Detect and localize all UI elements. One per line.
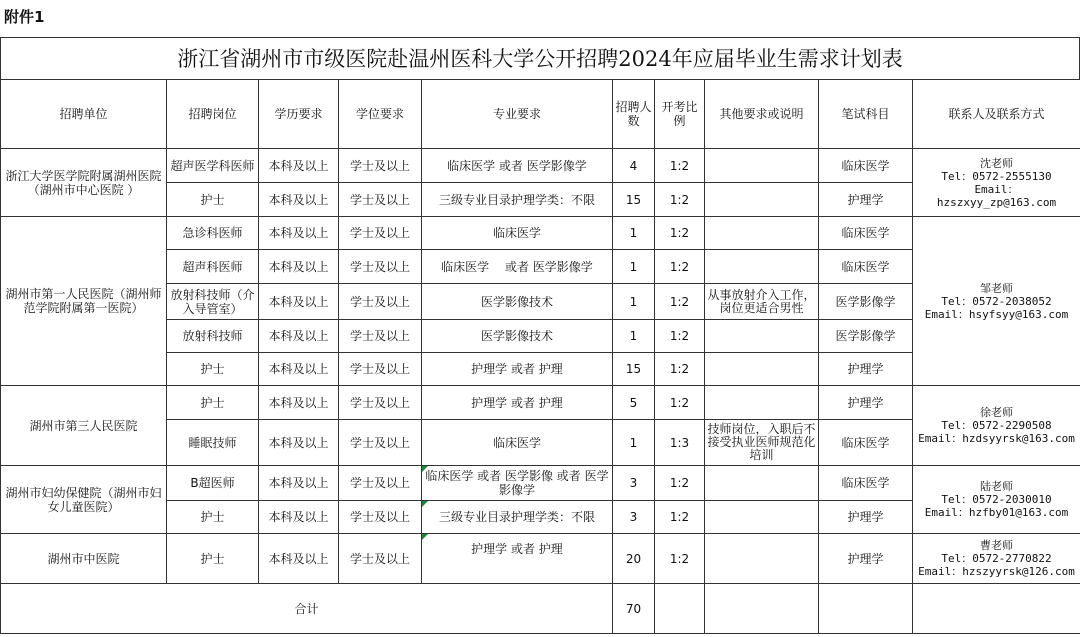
- contact-email: hzszxyy_zp@163.com: [936, 195, 1057, 209]
- position-cell: 护士: [167, 353, 259, 386]
- contact-cell: [913, 386, 1080, 466]
- empty-cell: [819, 584, 913, 634]
- major-cell: 临床医学: [422, 420, 613, 466]
- empty-cell: [655, 584, 705, 634]
- other-cell: [705, 353, 819, 386]
- other-cell: [705, 250, 819, 284]
- major-cell: 护理学 或者 护理: [422, 386, 613, 420]
- other-cell: [705, 183, 819, 217]
- degree-cell: 学士及以上: [339, 183, 422, 217]
- position-cell: 放射科技师: [167, 320, 259, 353]
- exam-cell: 护理学: [819, 534, 913, 584]
- ratio-cell: 1:2: [655, 534, 705, 584]
- count-cell: 1: [613, 217, 655, 250]
- header-contact: 联系人及联系方式: [913, 80, 1080, 149]
- contact-tel: Tel：0572-2290508: [941, 419, 1052, 432]
- contact-email: Email：hsyfsyy@163.com: [924, 307, 1069, 321]
- contact-cell: [913, 466, 1080, 534]
- degree-cell: 学士及以上: [339, 420, 422, 466]
- education-cell: 本科及以上: [259, 534, 339, 584]
- page-title: 浙江省湖州市市级医院赴温州医科大学公开招聘2024年应届毕业生需求计划表: [0, 37, 1080, 79]
- exam-cell: 护理学: [819, 353, 913, 386]
- table-row: [1, 217, 1080, 250]
- recruitment-table: [0, 79, 1080, 634]
- count-cell: 15: [613, 353, 655, 386]
- position-cell: 护士: [167, 534, 259, 584]
- education-cell: 本科及以上: [259, 386, 339, 420]
- table-row: [1, 466, 1080, 501]
- count-cell: 4: [613, 149, 655, 183]
- count-cell: 1: [613, 320, 655, 353]
- other-cell: 从事放射介入工作，岗位更适合男性: [705, 284, 819, 320]
- major-cell: 护理学 或者 护理: [422, 353, 613, 386]
- empty-cell: [913, 584, 1080, 634]
- ratio-cell: 1:2: [655, 466, 705, 501]
- contact-cell: [913, 149, 1080, 217]
- degree-cell: 学士及以上: [339, 320, 422, 353]
- exam-cell: 护理学: [819, 501, 913, 534]
- contact-person: 沈老师: [980, 156, 1013, 170]
- position-cell: 护士: [167, 183, 259, 217]
- total-row: [1, 584, 1080, 634]
- major-cell: 临床医学 或者 医学影像学: [422, 149, 613, 183]
- exam-cell: 临床医学: [819, 420, 913, 466]
- major-cell: 临床医学 或者 医学影像学: [422, 250, 613, 284]
- education-cell: 本科及以上: [259, 250, 339, 284]
- exam-cell: 护理学: [819, 386, 913, 420]
- header-count: 招聘人数: [613, 80, 655, 149]
- ratio-cell: 1:2: [655, 320, 705, 353]
- header-other: 其他要求或说明: [705, 80, 819, 149]
- position-cell: 护士: [167, 501, 259, 534]
- education-cell: 本科及以上: [259, 149, 339, 183]
- degree-cell: 学士及以上: [339, 353, 422, 386]
- count-cell: 15: [613, 183, 655, 217]
- count-cell: 1: [613, 284, 655, 320]
- other-cell: [705, 149, 819, 183]
- major-cell: 三级专业目录护理学类：不限: [422, 501, 613, 534]
- header-position: 招聘岗位: [167, 80, 259, 149]
- header-unit: 招聘单位: [1, 80, 167, 149]
- degree-cell: 学士及以上: [339, 217, 422, 250]
- major-cell: 临床医学: [422, 217, 613, 250]
- header-ratio: 开考比例: [655, 80, 705, 149]
- other-cell: [705, 534, 819, 584]
- degree-cell: 学士及以上: [339, 284, 422, 320]
- education-cell: 本科及以上: [259, 466, 339, 501]
- exam-cell: 临床医学: [819, 217, 913, 250]
- ratio-cell: 1:2: [655, 183, 705, 217]
- unit-name: 湖州市中医院: [1, 534, 167, 584]
- header-degree: 学位要求: [339, 80, 422, 149]
- exam-cell: 医学影像学: [819, 320, 913, 353]
- other-cell: 技师岗位，入职后不接受执业医师规范化培训: [705, 420, 819, 466]
- other-cell: [705, 320, 819, 353]
- ratio-cell: 1:2: [655, 250, 705, 284]
- count-cell: 1: [613, 420, 655, 466]
- contact-email-label: Email：: [974, 182, 1019, 196]
- education-cell: 本科及以上: [259, 183, 339, 217]
- ratio-cell: 1:2: [655, 501, 705, 534]
- contact-cell: [913, 534, 1080, 584]
- empty-cell: [705, 584, 819, 634]
- header-major: 专业要求: [422, 80, 613, 149]
- education-cell: 本科及以上: [259, 320, 339, 353]
- total-label: 合计: [1, 584, 613, 634]
- count-cell: 3: [613, 501, 655, 534]
- count-cell: 20: [613, 534, 655, 584]
- degree-cell: 学士及以上: [339, 149, 422, 183]
- contact-email: Email：hzszyyrsk@126.com: [918, 565, 1075, 578]
- major-cell: 临床医学 或者 医学影像 或者 医学影像学: [422, 466, 613, 501]
- exam-cell: 临床医学: [819, 149, 913, 183]
- major-cell: 护理学 或者 护理: [422, 534, 613, 584]
- other-cell: [705, 386, 819, 420]
- education-cell: 本科及以上: [259, 217, 339, 250]
- unit-name: 浙江大学医学院附属湖州医院（湖州市中心医院 ）: [1, 149, 167, 217]
- contact-tel: Tel：0572-2555130: [941, 169, 1052, 183]
- table-row: [1, 386, 1080, 420]
- position-cell: 超声医学科医师: [167, 149, 259, 183]
- exam-cell: 医学影像学: [819, 284, 913, 320]
- other-cell: [705, 217, 819, 250]
- unit-name: 湖州市第三人民医院: [1, 386, 167, 466]
- count-cell: 5: [613, 386, 655, 420]
- degree-cell: 学士及以上: [339, 534, 422, 584]
- contact-tel: Tel：0572-2038052: [941, 294, 1052, 308]
- exam-cell: 临床医学: [819, 466, 913, 501]
- count-cell: 3: [613, 466, 655, 501]
- ratio-cell: 1:2: [655, 149, 705, 183]
- contact-tel: Tel：0572-2770822: [941, 552, 1052, 565]
- contact-email: Email：hzfby01@163.com: [924, 506, 1069, 519]
- education-cell: 本科及以上: [259, 284, 339, 320]
- ratio-cell: 1:2: [655, 353, 705, 386]
- contact-person: 邹老师: [980, 281, 1013, 295]
- position-cell: 急诊科医师: [167, 217, 259, 250]
- unit-name: 湖州市妇幼保健院（湖州市妇女儿童医院）: [1, 466, 167, 534]
- position-cell: 放射科技师（介入导管室）: [167, 284, 259, 320]
- count-cell: 1: [613, 250, 655, 284]
- position-cell: 睡眠技师: [167, 420, 259, 466]
- education-cell: 本科及以上: [259, 501, 339, 534]
- attachment-label: 附件1: [4, 8, 45, 26]
- position-cell: 护士: [167, 386, 259, 420]
- degree-cell: 学士及以上: [339, 466, 422, 501]
- degree-cell: 学士及以上: [339, 501, 422, 534]
- table-row: [1, 149, 1080, 183]
- major-cell: 医学影像技术: [422, 320, 613, 353]
- contact-email: Email：hzdsyyrsk@163.com: [918, 432, 1075, 445]
- table-row: [1, 534, 1080, 584]
- ratio-cell: 1:2: [655, 284, 705, 320]
- position-cell: 超声科医师: [167, 250, 259, 284]
- ratio-cell: 1:2: [655, 217, 705, 250]
- education-cell: 本科及以上: [259, 420, 339, 466]
- other-cell: [705, 501, 819, 534]
- contact-person: 陆老师: [980, 480, 1013, 493]
- other-cell: [705, 466, 819, 501]
- ratio-cell: 1:2: [655, 386, 705, 420]
- major-cell: 医学影像技术: [422, 284, 613, 320]
- total-count: 70: [613, 584, 655, 634]
- contact-person: 徐老师: [980, 406, 1013, 419]
- exam-cell: 临床医学: [819, 250, 913, 284]
- position-cell: B超医师: [167, 466, 259, 501]
- header-exam: 笔试科目: [819, 80, 913, 149]
- header-education: 学历要求: [259, 80, 339, 149]
- education-cell: 本科及以上: [259, 353, 339, 386]
- ratio-cell: 1:3: [655, 420, 705, 466]
- contact-cell: [913, 217, 1080, 386]
- degree-cell: 学士及以上: [339, 386, 422, 420]
- header-row: [1, 80, 1080, 149]
- contact-person: 曹老师: [980, 539, 1013, 552]
- contact-tel: Tel：0572-2030010: [941, 493, 1052, 506]
- major-cell: 三级专业目录护理学类：不限: [422, 183, 613, 217]
- degree-cell: 学士及以上: [339, 250, 422, 284]
- exam-cell: 护理学: [819, 183, 913, 217]
- unit-name: 湖州市第一人民医院（湖州师范学院附属第一医院）: [1, 217, 167, 386]
